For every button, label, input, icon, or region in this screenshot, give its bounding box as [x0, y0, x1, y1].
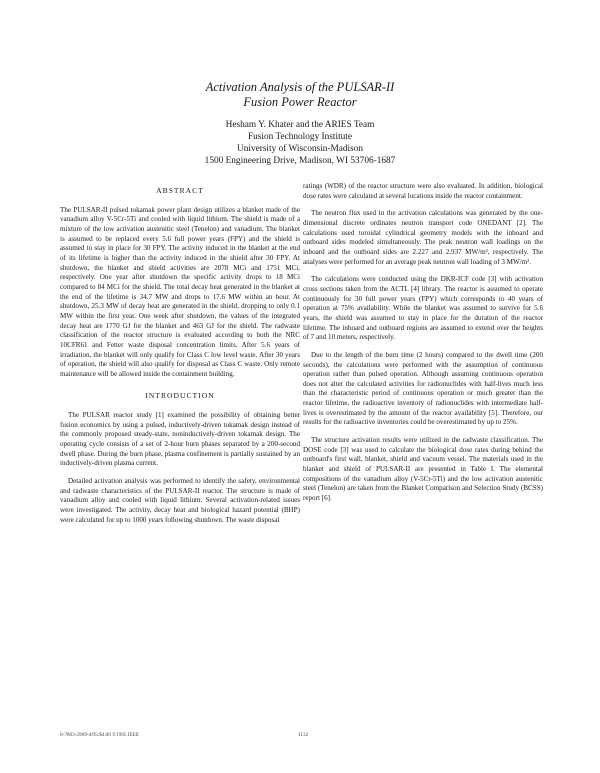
body-paragraph: ratings (WDR) of the reactor structure were also evaluated. In addition, biological dose rates were calculated at several locations inside the reactor containment.: [303, 182, 543, 200]
body-paragraph: Due to the length of the burn time (2 hours) compared to the dwell time (200 seconds), the calculations were performed with the assumption of continuous operation rather than pulsed operation. Although assuming continuous operation does not alter the calculated activities for radionuclides with half-lives much less than the characteristic period of continuous operation or much greater than the reactor lifetime, the radioactive inventory of radionuclides with intermediate half-lives is overestimated by the amount of the reactor availability [5]. Therefore, our results for the radioactive inventories could be overestimated by up to 25%.: [303, 350, 543, 427]
body-paragraph: Detailed activation analysis was performed to identify the safety, environmental and radwaste characteristics of the PULSAR-II reactor. The structure is made of vanadium alloy and cooled with liquid lithium. Several activation-related issues were investigated. The activity, decay heat and biological hazard potential (BHP) were calculated for up to 1000 years following shutdown. The waste disposal: [60, 477, 300, 524]
introduction-heading: INTRODUCTION: [145, 391, 215, 401]
affiliation-line: Fusion Technology Institute: [247, 132, 353, 142]
abstract-paragraph: The PULSAR-II pulsed tokamak power plant design utilizes a blanket made of the vanadium alloy V-5Cr-5Ti and cooled with liquid lithium. The shield is made of a mixture of the low activation austenitic steel (Tenelon) and vanadium. The blanket is assumed to be replaced every 5.6 full power years (FPY) and the shield is assumed to stay in place for 30 FPY. The activity induced in the blanket at the end of its lifetime is higher than the activity induced in the shield after 30 FPY. At shutdown, the blanket and shield activities are 2078 MCi and 1751 MCi, respectively. One year after shutdown the specific activity drops to 18 MCi compared to 84 MCi for the shield. The total decay heat generated in the blanket at the end of the lifetime is 34.7 MW and drops to 17.6 MW within an hour. At shutdown, 25.3 MW of decay heat are generated in the shield, dropping to only 0.1 MW within the first year. One week after shutdown, the values of the integrated decay heat are 1770 GJ for the blanket and 463 GJ for the shield. The radwaste classification of the reactor structure is evaluated according to both the NRC 10CFR61 and Fetter waste disposal concentration limits. After 5.6 years of irradiation, the blanket will only qualify for Class C low level waste. After 30 years of operation, the shield will also qualify for disposal as Class C waste. Only remote maintenance will be allowed inside the containment building.: [60, 205, 300, 378]
copyright-notice: 0-7803-2969-4/95/$4.00 ©1995 IEEE: [60, 732, 140, 738]
paper-title: [0, 80, 600, 110]
body-paragraph: The structure activation results were utilized in the radwaste classification. The DOSE code [3] was used to calculate the biological dose rates during behind the outboard's first wall, blanket, shield and vacuum vessel. The materials used in the blanket and shield of PULSAR-II are presented in Table I. The elemental compositions of the vanadium alloy (V-5Cr-5Ti) and the low activation austenitic steel (Tenelon) are taken from the Blanket Comparison and Selection Study (BCSS) report [6].: [303, 436, 543, 503]
left-column: [60, 182, 300, 533]
title-line: Fusion Power Reactor: [243, 95, 357, 109]
body-paragraph: The calculations were conducted using the DKR-ICF code [3] with activation cross sections taken from the ACTL [4] library. The reactor is assumed to operate continuously for 30 full power years (FPY) which corresponds to 40 years of operation at 75% availability. While the blanket was assumed to survive for 5.6 years, the shield was assumed to stay in place for the duration of the reactor lifetime. The inboard and outboard regions are assumed to extend over the heights of 7 and 10 meters, respectively.: [303, 275, 543, 342]
page-number: 1132: [298, 732, 309, 738]
body-paragraph: The PULSAR reactor study [1] examined the possibility of obtaining better fusion economics by using a pulsed, inductively-driven tokamak design instead of the commonly proposed steady-state, noninductively-driven tokamak design. The operating cycle consists of a set of 2-hour burn phases separated by a 200-second dwell phase. During the burn phase, plasma confinement is partially sustained by an inductively-driven plasma current.: [60, 411, 300, 468]
address-line: 1500 Engineering Drive, Madison, WI 53706-1687: [204, 156, 396, 166]
author-line: Hesham Y. Khater and the ARIES Team: [225, 120, 375, 130]
author-block: [0, 119, 600, 167]
affiliation-line: University of Wisconsin-Madison: [237, 144, 363, 154]
body-paragraph: The neutron flux used in the activation calculations was generated by the one-dimensional discrete ordinates neutron transport code ONEDANT [2]. The calculations used toroidal cylindrical geometry models with the inboard and outboard sides modeled simultaneously. The peak neutron wall loadings on the inboard and the outboard sides are 2.227 and 2.937 MW/m², respectively. The analyses were performed for an average peak neutron wall loading of 3 MW/m².: [303, 209, 543, 266]
page-footer: [60, 732, 544, 738]
right-column: [303, 182, 543, 512]
title-line: Activation Analysis of the PULSAR-II: [205, 80, 395, 94]
abstract-heading: ABSTRACT: [156, 186, 204, 195]
